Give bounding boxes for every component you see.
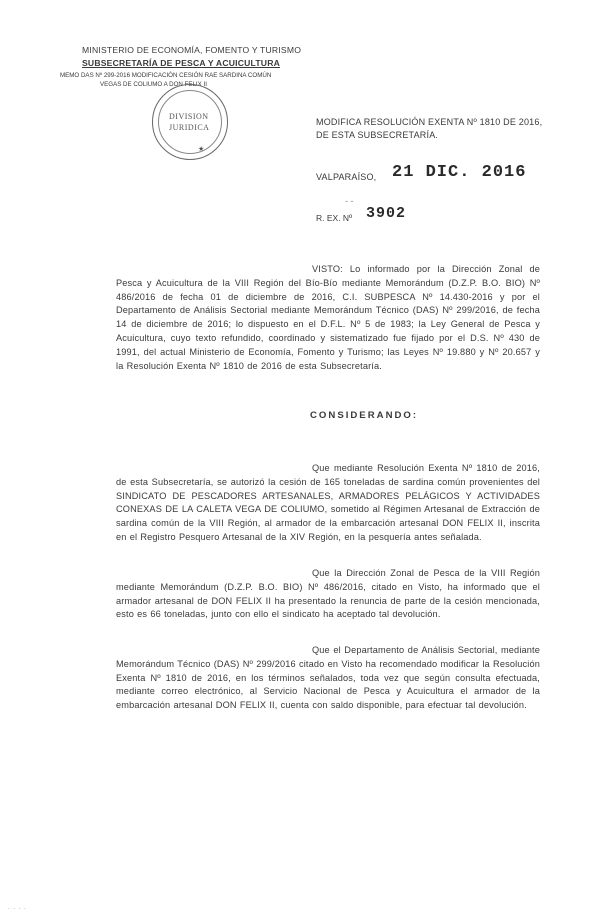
handwritten-mark: - - <box>345 196 354 206</box>
division-juridica-stamp <box>152 84 228 160</box>
memo-reference-line-2: VEGAS DE COLIUMO A DON FELIX II <box>100 81 207 88</box>
ministry-name: MINISTERIO DE ECONOMÍA, FOMENTO Y TURISMO <box>82 45 302 55</box>
stamp-star-icon: ★ <box>198 146 205 153</box>
resolution-number: 3902 <box>366 205 407 222</box>
place-label: VALPARAÍSO, <box>316 172 377 182</box>
date-stamp: 21 DIC. 2016 <box>392 163 527 182</box>
stamp-line-1: DIVISION <box>169 112 209 121</box>
considerando-paragraph-1: Que mediante Resolución Exenta Nº 1810 de 2016, de esta Subsecretaría, se autorizó la cesión de 165 toneladas de sardina común provenientes del SINDICATO DE PESCADORES ARTESANALES, ARMADORES PELÁGICOS Y ACTIVIDADES CONEXAS DE LA CALETA VEGA DE COLIUMO, sometido al Régimen Artesanal de Extracción de sardina común de la VIII Región, al armador de la embarcación artesanal DON FELIX II, inscrita en el Registro Pesquero Artesanal de la XIV Región, en la pesquería antes señalada. <box>116 463 540 542</box>
considerando-paragraph-2: Que la Dirección Zonal de Pesca de la VIII Región mediante Memorándum (D.Z.P. B.O. BIO) Nº 486/2016, citado en Visto, ha informado que el armador artesanal de DON FELIX II ha presentado la renuncia de parte de la cesión mencionada, esto es 66 toneladas, junto con ello el sindicato ha aceptado tal devolución. <box>116 568 540 620</box>
subsecretaria-name: SUBSECRETARÍA DE PESCA Y ACUICULTURA <box>82 58 281 68</box>
stamp-text <box>169 111 209 133</box>
memo-reference-line: MEMO DAS Nº 299-2016 MODIFICACIÓN CESIÓN RAE SARDINA COMÚN <box>60 72 272 79</box>
resolution-reference: MODIFICA RESOLUCIÓN EXENTA Nº 1810 DE 2016, DE ESTA SUBSECRETARÍA. <box>316 117 543 140</box>
considerando-paragraph-3: Que el Departamento de Análisis Sectorial, mediante Memorándum Técnico (DAS) Nº 299/2016 citado en Visto ha recomendado modificar la Resolución Exenta Nº 1810 de 2016, en los términos señalados, toda vez que según consulta efectuada, mediante correo electrónico, al Servicio Nacional de Pesca y Acuicultura el armador de la embarcación artesanal DON FELIX II, cuenta con saldo disponible, para efectuar tal devolución. <box>116 645 540 711</box>
scan-edge-mark: . . . . <box>8 905 27 911</box>
resolution-number-label: R. EX. Nº <box>316 213 353 223</box>
stamp-line-2: JURIDICA <box>169 123 210 132</box>
considerando-heading: CONSIDERANDO: <box>310 410 419 421</box>
visto-paragraph: VISTO: Lo informado por la Dirección Zonal de Pesca y Acuicultura de la VIII Región del Bío-Bío mediante Memorándum (D.Z.P. B.O. BIO) Nº 486/2016 de fecha 01 de diciembre de 2016, C.I. SUBPESCA Nº 14.430-2016 y por el Departamento de Análisis Sectorial mediante Memorándum Técnico (DAS) Nº 299/2016, de fecha 14 de diciembre de 2016; lo dispuesto en el D.F.L. Nº 5 de 1983; la Ley General de Pesca y Acuicultura, cuyo texto refundido, coordinado y sistematizado fue fijado por el D.S. Nº 430 de 1991, del actual Ministerio de Economía, Fomento y Turismo; las Leyes Nº 19.880 y Nº 20.657 y la Resolución Exenta Nº 1810 de 2016 de esta Subsecretaría. <box>116 264 540 371</box>
